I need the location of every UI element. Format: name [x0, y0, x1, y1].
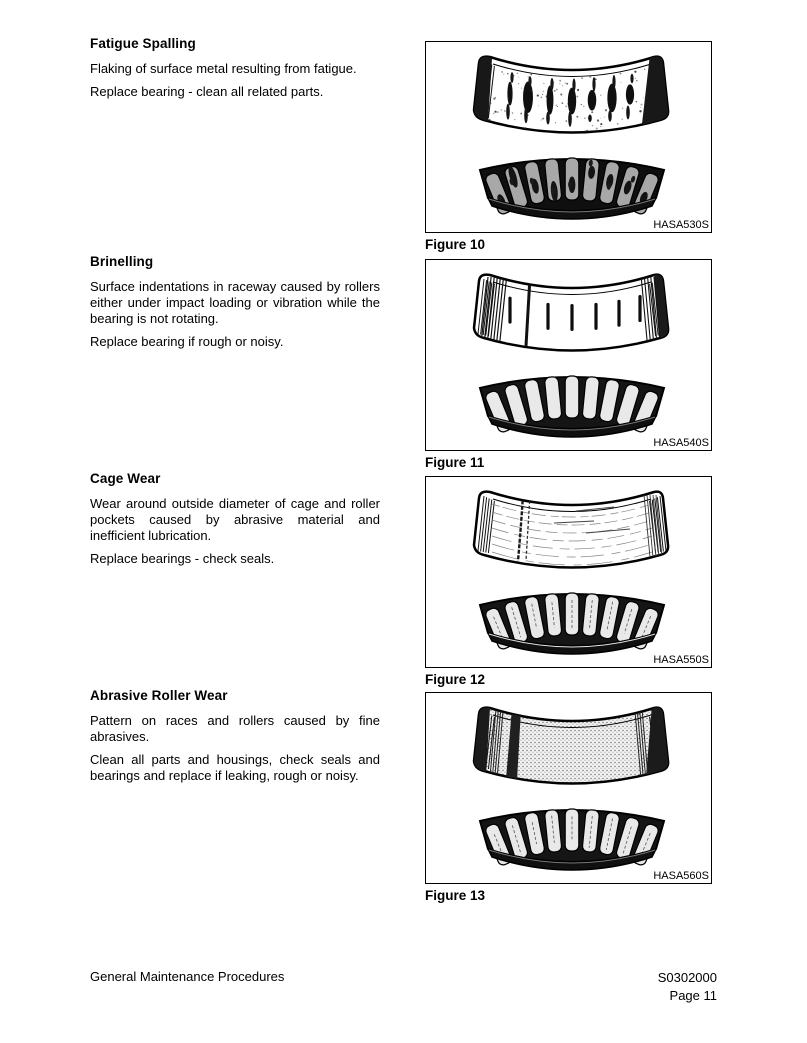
bearing-wear-illustration — [426, 260, 710, 448]
figure-photo-code: HASA540S — [650, 436, 709, 450]
section-paragraph: Wear around outside diameter of cage and roller pockets caused by abrasive material and inefficient lubrication. — [90, 496, 380, 543]
figure-caption: Figure 10 — [425, 237, 486, 252]
figure-frame — [425, 259, 712, 451]
figure-12-block — [425, 476, 713, 687]
figure-frame — [425, 692, 712, 884]
section-cage-wear — [90, 471, 380, 574]
section-heading: Fatigue Spalling — [90, 36, 196, 51]
section-paragraph: Replace bearing - clean all related parts. — [90, 84, 324, 99]
section-heading: Cage Wear — [90, 471, 161, 486]
section-abrasive-roller-wear — [90, 688, 380, 791]
footer-document-title: General Maintenance Procedures — [90, 969, 285, 984]
figure-caption: Figure 13 — [425, 888, 486, 903]
figure-caption: Figure 11 — [425, 455, 485, 470]
figure-10-block — [425, 41, 713, 252]
section-brinelling — [90, 254, 380, 357]
section-heading: Brinelling — [90, 254, 154, 269]
section-paragraph: Pattern on races and rollers caused by fine abrasives. — [90, 713, 380, 744]
section-paragraph: Surface indentations in raceway caused by rollers either under impact loading or vibration while the bearing is not rotating. — [90, 279, 380, 326]
section-paragraph: Replace bearing if rough or noisy. — [90, 334, 284, 349]
bearing-wear-illustration — [426, 477, 710, 665]
bearing-wear-illustration — [426, 693, 710, 881]
figure-13-block — [425, 692, 713, 903]
section-paragraph: Flaking of surface metal resulting from fatigue. — [90, 61, 357, 76]
figure-11-block — [425, 259, 713, 470]
section-paragraph: Clean all parts and housings, check seals and bearings and replace if leaking, rough or noisy. — [90, 752, 380, 783]
bearing-wear-illustration — [426, 42, 710, 230]
section-heading: Abrasive Roller Wear — [90, 688, 228, 703]
figure-frame — [425, 41, 712, 233]
footer-document-number: S0302000 — [657, 970, 717, 985]
figure-frame — [425, 476, 712, 668]
figure-photo-code: HASA530S — [650, 218, 709, 232]
figure-caption: Figure 12 — [425, 672, 486, 687]
footer-page-info — [658, 969, 717, 1005]
figure-photo-code: HASA550S — [650, 653, 709, 667]
figure-photo-code: HASA560S — [650, 869, 709, 883]
footer-page-number: Page 11 — [669, 988, 717, 1003]
section-fatigue-spalling — [90, 36, 380, 107]
section-paragraph: Replace bearings - check seals. — [90, 551, 275, 566]
